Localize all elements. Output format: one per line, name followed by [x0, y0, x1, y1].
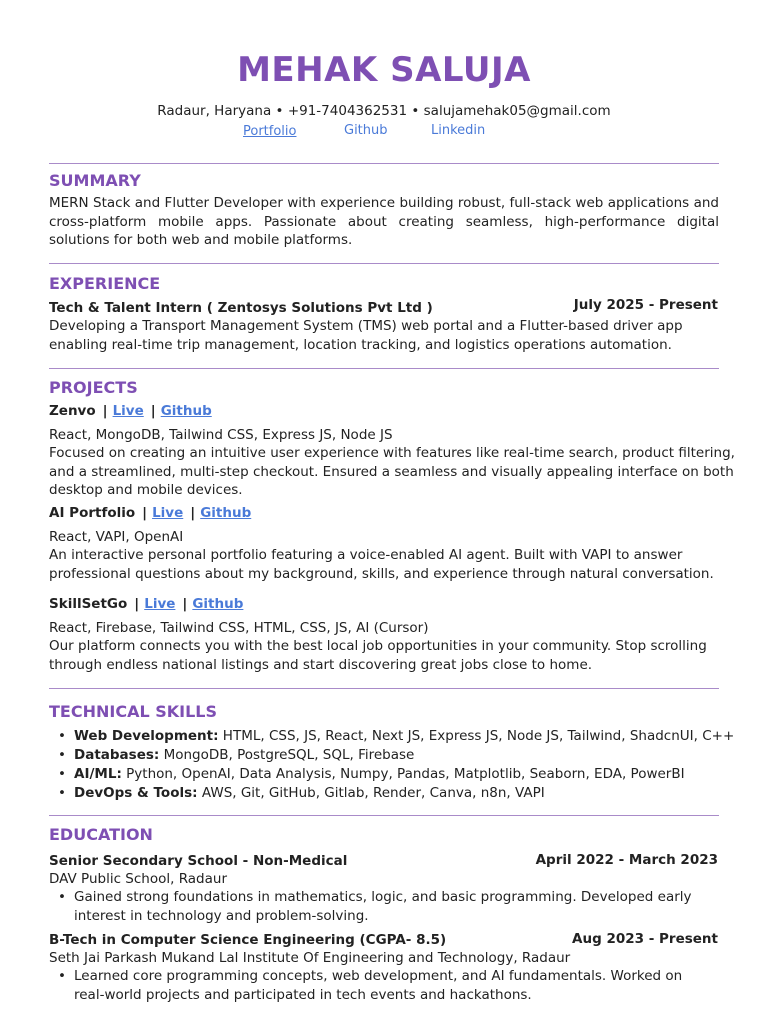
portfolio-link[interactable]: Portfolio	[243, 124, 297, 139]
phone: +91-7404362531	[287, 103, 408, 119]
skill-value: MongoDB, PostgreSQL, SQL, Firebase	[163, 747, 415, 763]
skill-label: Databases:	[74, 747, 160, 763]
candidate-name: MEHAK SALUJA	[237, 50, 531, 90]
project-description: Our platform connects you with the best local job opportunities in your community. Stop scrolling through endless national listings and start discovering great jobs close to home.	[49, 638, 707, 673]
project-name: SkillSetGo	[49, 596, 128, 612]
github-link[interactable]: Github	[344, 123, 388, 138]
skill-label: Web Development:	[74, 728, 219, 744]
education-point: • Learned core programming concepts, web development, and AI fundamentals. Worked on real-world projects and participated in tech events and hackathons.	[58, 967, 698, 1005]
skill-label: AI/ML:	[74, 766, 122, 782]
section-divider	[49, 688, 719, 689]
skill-item	[58, 746, 748, 765]
project-title-row	[49, 505, 251, 525]
education-heading: EDUCATION	[49, 825, 153, 844]
project-description: Focused on creating an intuitive user experience with features like real-time search, product filtering, and a streamlined, multi-step checkout. Ensured a seamless and visually appealing interface on both desktop and mobile devices.	[49, 445, 735, 498]
project-name: AI Portfolio	[49, 505, 136, 521]
summary-text: MERN Stack and Flutter Developer with experience building robust, full-stack web applications and cross-platform mobile apps. Passionate about creating seamless, high-performance digital solutions for both web and mobile platforms.	[49, 195, 719, 248]
skill-item	[58, 784, 748, 803]
project-github-link[interactable]: Github	[160, 403, 212, 419]
location: Radaur, Haryana	[157, 103, 272, 119]
link-separator: |	[142, 505, 148, 521]
profile-links	[0, 123, 768, 141]
link-separator: |	[182, 596, 188, 612]
education-institution: DAV Public School, Radaur	[49, 871, 228, 887]
contact-separator: •	[275, 103, 284, 119]
projects-heading: PROJECTS	[49, 378, 138, 397]
project-live-link[interactable]: Live	[112, 403, 144, 419]
experience-title: Tech & Talent Intern ( Zentosys Solutions Pvt Ltd )	[49, 300, 433, 316]
project-live-link[interactable]: Live	[152, 505, 184, 521]
education-title: B-Tech in Computer Science Engineering (CGPA- 8.5)	[49, 932, 447, 948]
project-live-link[interactable]: Live	[144, 596, 176, 612]
project-name: Zenvo	[49, 403, 96, 419]
contact-separator: •	[411, 103, 420, 119]
skills-heading: TECHNICAL SKILLS	[49, 702, 217, 721]
experience-heading: EXPERIENCE	[49, 274, 161, 293]
skill-value: AWS, Git, GitHub, Gitlab, Render, Canva, n8n, VAPI	[201, 785, 545, 801]
link-separator: |	[102, 403, 108, 419]
contact-line	[0, 103, 768, 119]
project-stack: React, Firebase, Tailwind CSS, HTML, CSS, JS, AI (Cursor)	[49, 620, 429, 636]
skill-item	[58, 765, 748, 784]
project-stack: React, VAPI, OpenAI	[49, 529, 184, 545]
link-separator: |	[150, 403, 156, 419]
section-divider	[49, 263, 719, 264]
experience-description: Developing a Transport Management System (TMS) web portal and a Flutter-based driver app enabling real-time trip management, location tracking, and logistics operations automation.	[49, 318, 683, 353]
skill-label: DevOps & Tools:	[74, 785, 198, 801]
email[interactable]: salujamehak05@gmail.com	[423, 103, 611, 119]
education-institution: Seth Jai Parkash Mukand Lal Institute Of Engineering and Technology, Radaur	[49, 950, 571, 966]
education-title: Senior Secondary School - Non-Medical	[49, 853, 348, 869]
experience-date: July 2025 - Present	[573, 297, 718, 313]
section-divider	[49, 163, 719, 164]
link-separator: |	[190, 505, 196, 521]
education-points	[58, 888, 698, 926]
link-separator: |	[134, 596, 140, 612]
project-description: An interactive personal portfolio featuring a voice-enabled AI agent. Built with VAPI to answer professional questions about my background, skills, and experience through natural conversation.	[49, 547, 714, 582]
skill-value: HTML, CSS, JS, React, Next JS, Express JS, Node JS, Tailwind, ShadcnUI, C++	[222, 728, 735, 744]
education-points	[58, 967, 698, 1005]
linkedin-link[interactable]: Linkedin	[431, 123, 486, 138]
project-stack: React, MongoDB, Tailwind CSS, Express JS, Node JS	[49, 427, 393, 443]
project-title-row	[49, 596, 243, 616]
project-github-link[interactable]: Github	[192, 596, 244, 612]
summary-heading: SUMMARY	[49, 171, 141, 190]
education-date: Aug 2023 - Present	[572, 931, 718, 947]
project-title-row	[49, 403, 212, 423]
education-date: April 2022 - March 2023	[535, 852, 718, 868]
skills-list	[58, 727, 748, 803]
section-divider	[49, 368, 719, 369]
skill-value: Python, OpenAI, Data Analysis, Numpy, Pandas, Matplotlib, Seaborn, EDA, PowerBI	[126, 766, 685, 782]
education-point: • Gained strong foundations in mathematics, logic, and basic programming. Developed early interest in technology and problem-solving.	[58, 888, 698, 926]
project-github-link[interactable]: Github	[200, 505, 252, 521]
skill-item	[58, 727, 748, 746]
section-divider	[49, 815, 719, 816]
